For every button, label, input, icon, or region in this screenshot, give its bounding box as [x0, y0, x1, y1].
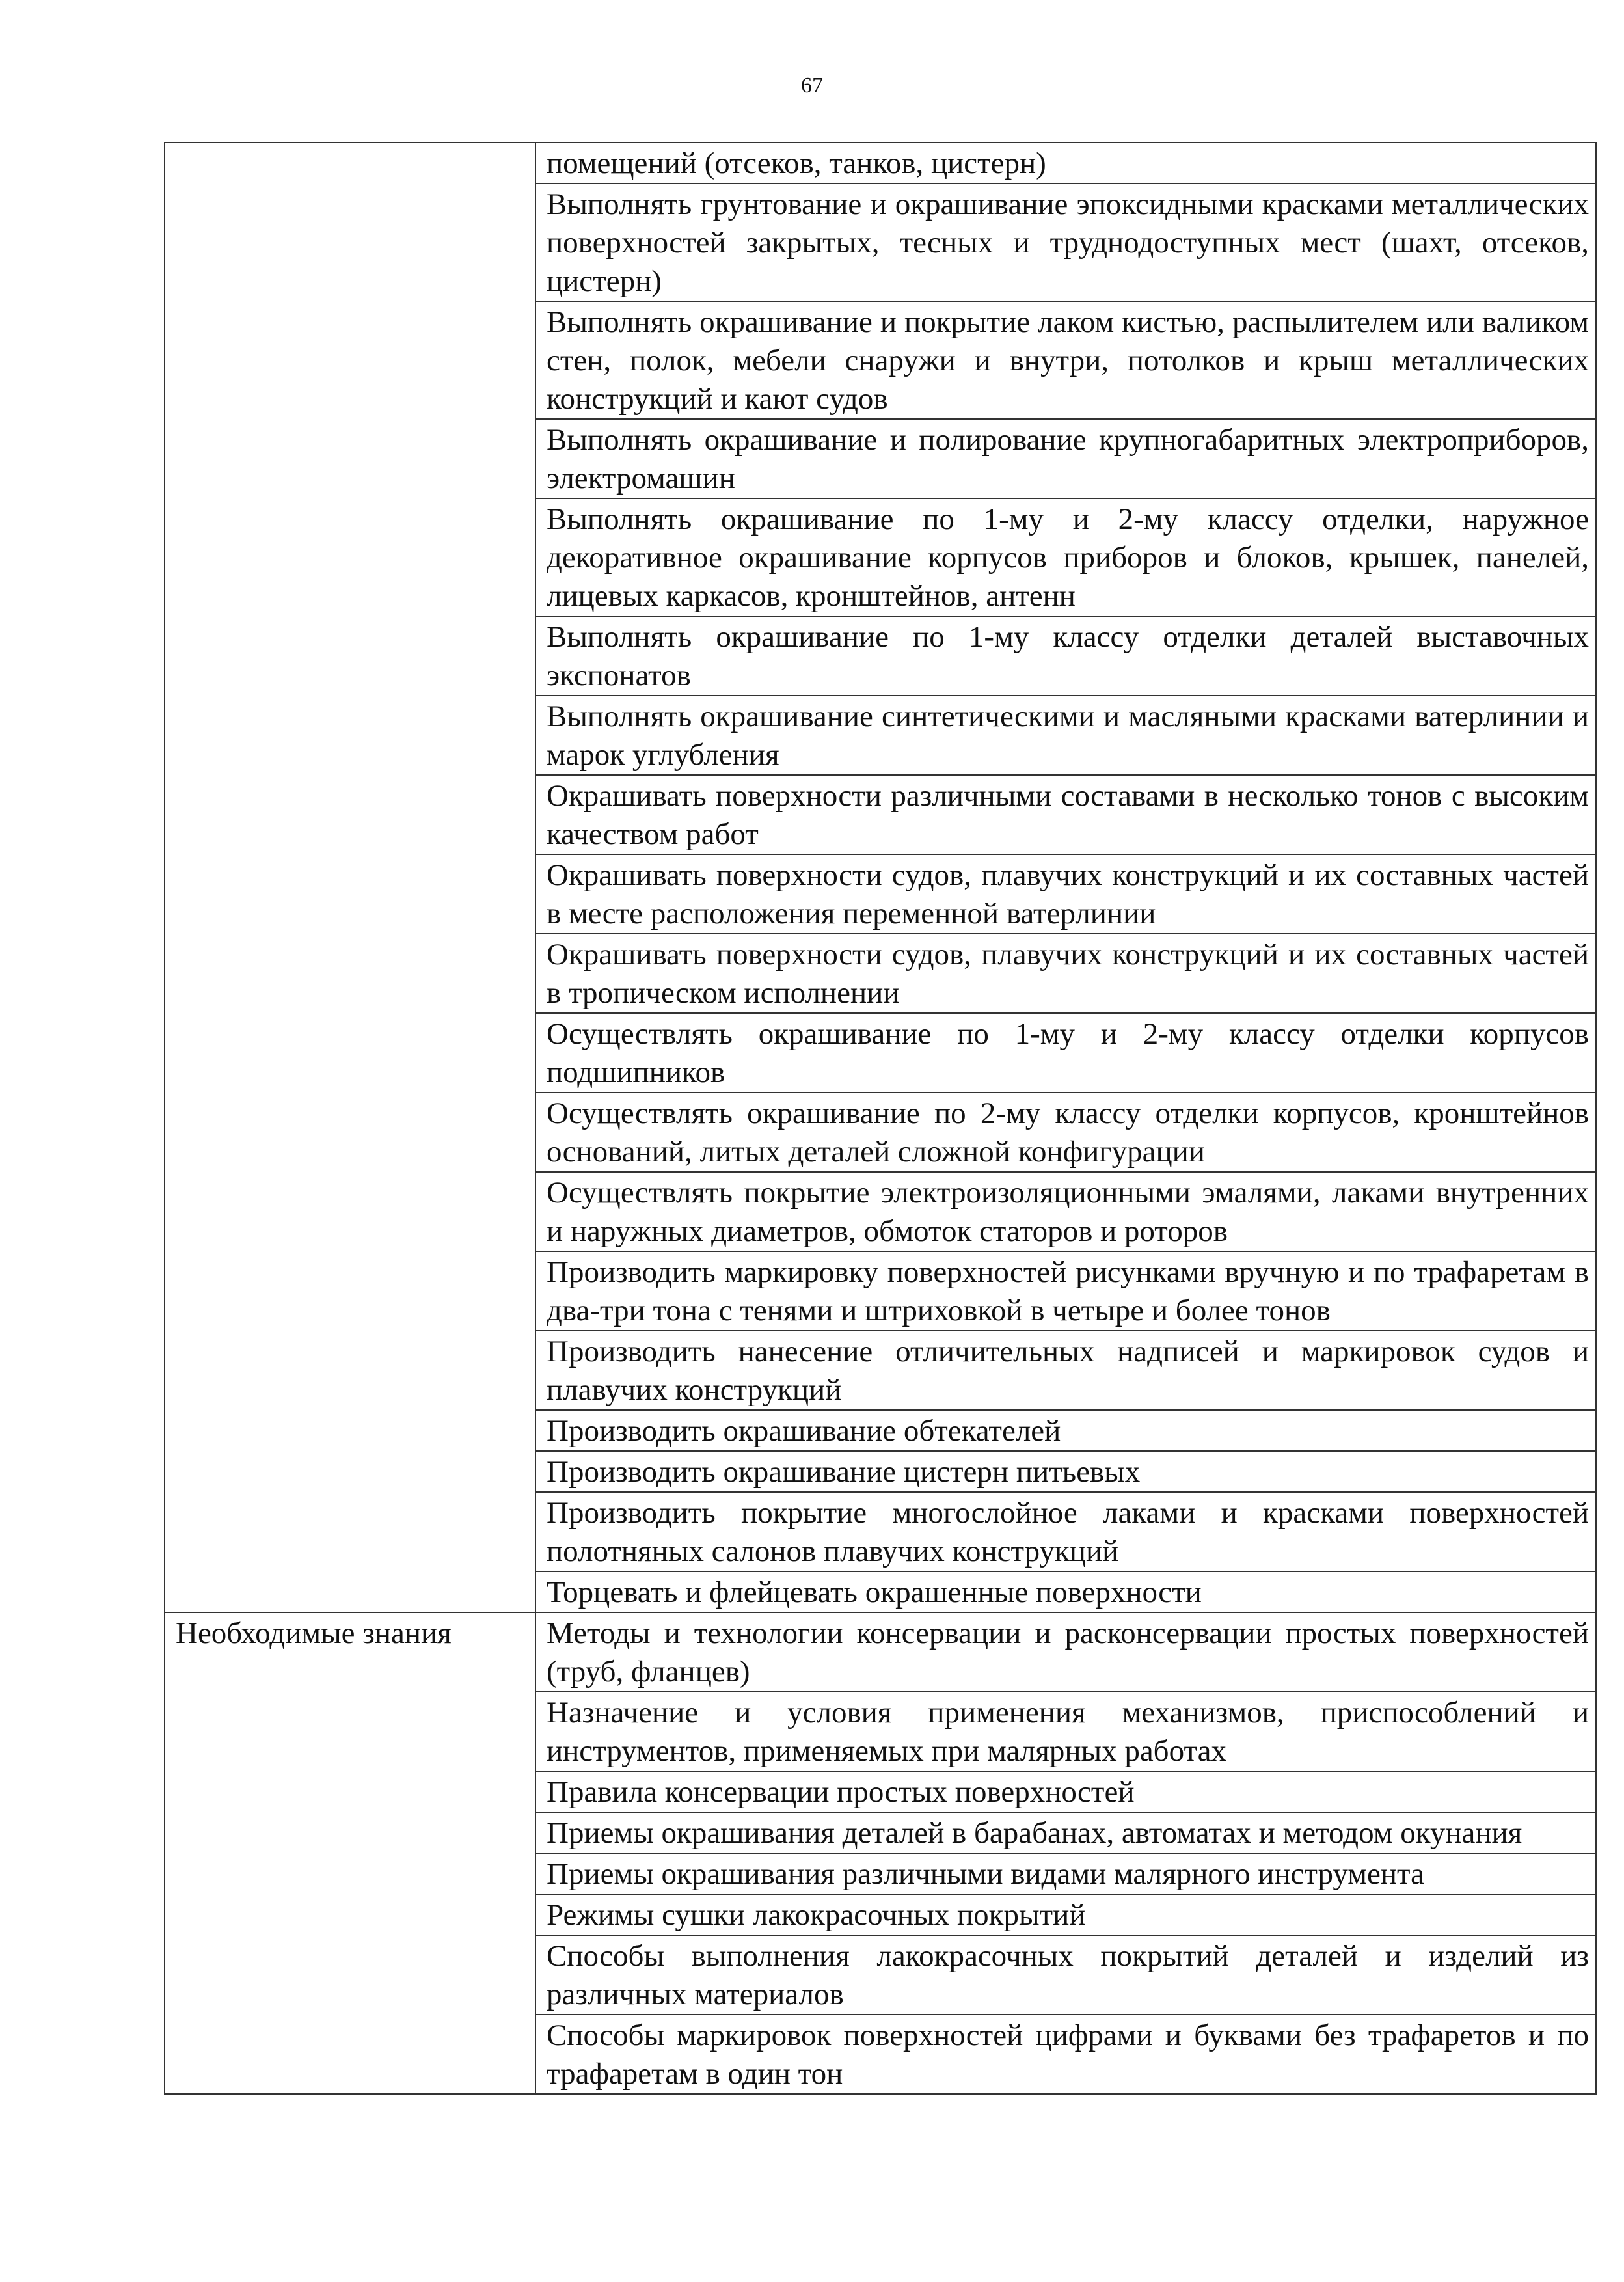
table-body [165, 143, 1596, 2094]
skills-item: Производить окрашивание цистерн питьевых [535, 1451, 1596, 1492]
skills-section-label [165, 143, 535, 1612]
skills-item: Окрашивать поверхности судов, плавучих конструкций и их составных частей в тропическом исполнении [535, 934, 1596, 1013]
skills-item: Выполнять окрашивание и полирование крупногабаритных электроприборов, электромашин [535, 419, 1596, 498]
skills-item: Окрашивать поверхности судов, плавучих конструкций и их составных частей в месте расположения переменной ватерлинии [535, 854, 1596, 934]
skills-item: Выполнять окрашивание синтетическими и масляными красками ватерлинии и марок углубления [535, 696, 1596, 775]
knowledge-item: Приемы окрашивания деталей в барабанах, автоматах и методом окунания [535, 1812, 1596, 1853]
knowledge-item: Приемы окрашивания различными видами малярного инструмента [535, 1853, 1596, 1894]
skills-item: Торцевать и флейцевать окрашенные поверхности [535, 1571, 1596, 1612]
knowledge-item: Назначение и условия применения механизмов, приспособлений и инструментов, применяемых при малярных работах [535, 1692, 1596, 1771]
skills-item: Окрашивать поверхности различными составами в несколько тонов с высоким качеством работ [535, 775, 1596, 854]
skills-item: Выполнять окрашивание по 1-му классу отделки деталей выставочных экспонатов [535, 616, 1596, 696]
knowledge-section-label: Необходимые знания [165, 1612, 535, 2094]
skills-item: Выполнять окрашивание по 1-му и 2-му классу отделки, наружное декоративное окрашивание корпусов приборов и блоков, крышек, панелей, лицевых каркасов, кронштейнов, антенн [535, 498, 1596, 616]
skills-item: Производить нанесение отличительных надписей и маркировок судов и плавучих конструкций [535, 1331, 1596, 1410]
table-row [165, 1612, 1596, 1692]
skills-item: Выполнять грунтование и окрашивание эпоксидными красками металлических поверхностей закрытых, тесных и труднодоступных мест (шахт, отсеков, цистерн) [535, 183, 1596, 301]
knowledge-item: Режимы сушки лакокрасочных покрытий [535, 1894, 1596, 1935]
knowledge-item: Способы выполнения лакокрасочных покрытий деталей и изделий из различных материалов [535, 1935, 1596, 2015]
skills-item: Производить покрытие многослойное лаками и красками поверхностей полотняных салонов плавучих конструкций [535, 1492, 1596, 1571]
skills-item: Осуществлять окрашивание по 1-му и 2-му классу отделки корпусов подшипников [535, 1013, 1596, 1093]
table-row [165, 143, 1596, 183]
knowledge-item: Способы маркировок поверхностей цифрами и буквами без трафаретов и по трафаретам в один тон [535, 2015, 1596, 2094]
skills-item: Осуществлять покрытие электроизоляционными эмалями, лаками внутренних и наружных диаметров, обмоток статоров и роторов [535, 1172, 1596, 1251]
knowledge-item: Правила консервации простых поверхностей [535, 1771, 1596, 1812]
requirements-table [164, 142, 1597, 2095]
skills-item: Выполнять окрашивание и покрытие лаком кистью, распылителем или валиком стен, полок, мебели снаружи и внутри, потолков и крыш металлических конструкций и кают судов [535, 301, 1596, 419]
knowledge-item: Методы и технологии консервации и расконсервации простых поверхностей (труб, фланцев) [535, 1612, 1596, 1692]
skills-item: Осуществлять окрашивание по 2-му классу отделки корпусов, кронштейнов оснований, литых деталей сложной конфигурации [535, 1093, 1596, 1172]
skills-item: Производить окрашивание обтекателей [535, 1410, 1596, 1451]
skills-item: помещений (отсеков, танков, цистерн) [535, 143, 1596, 183]
skills-item: Производить маркировку поверхностей рисунками вручную и по трафаретам в два-три тона с тенями и штриховкой в четыре и более тонов [535, 1251, 1596, 1331]
page-number: 67 [801, 74, 823, 98]
